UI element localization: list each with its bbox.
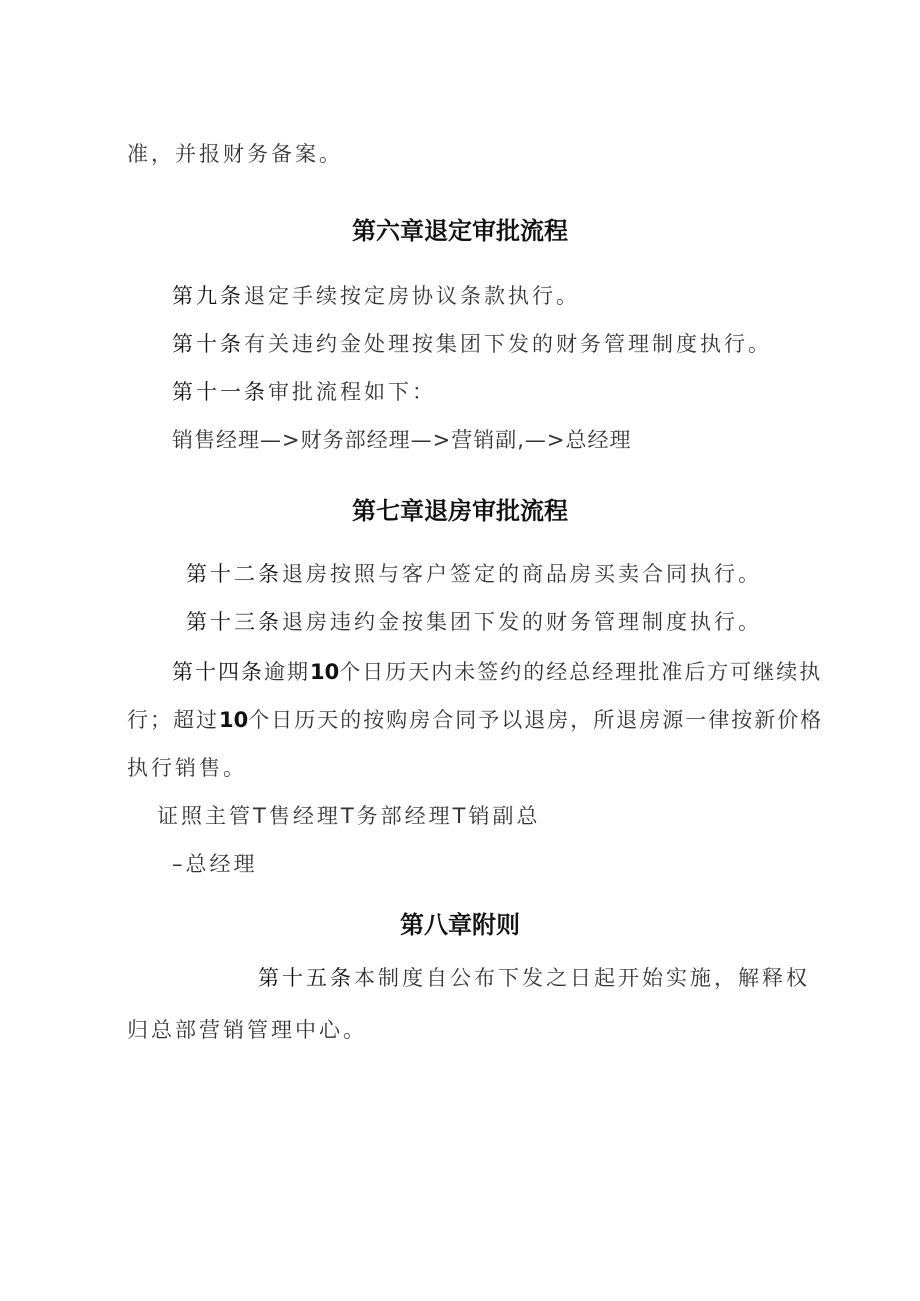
article-number: 第十三条 — [186, 610, 282, 634]
article-number: 第十二条 — [186, 562, 282, 586]
chapter-7-heading: 第七章退房审批流程 — [352, 497, 568, 525]
text-line: 归总部营销管理中心。 — [127, 1018, 367, 1042]
text-line — [127, 140, 343, 168]
article-9 — [172, 282, 580, 310]
article-12 — [186, 560, 762, 588]
article-text: 退房违约金按集团下发的财务管理制度执行。 — [282, 610, 762, 634]
approval-flow-2-end: –总经理 — [172, 852, 258, 876]
article-number: 第十四条 — [172, 660, 264, 684]
article-10 — [172, 330, 772, 358]
article-number: 第九条 — [172, 284, 244, 308]
article-11 — [172, 378, 436, 406]
approval-flow-2: 证照主管T售经理T务部经理T销副总 — [157, 804, 541, 828]
day-count: 10 — [310, 660, 340, 684]
article-text: 个日历天内未签约的经总经理批准后方可继续执 — [339, 660, 823, 684]
article-text: 审批流程如下： — [268, 380, 436, 404]
chapter-8-heading: 第八章附则 — [400, 911, 520, 939]
article-text: 有关违约金处理按集团下发的财务管理制度执行。 — [244, 332, 772, 356]
article-number: 第十条 — [172, 332, 244, 356]
chapter-6-heading: 第六章退定审批流程 — [352, 217, 568, 245]
day-count: 10 — [219, 708, 249, 732]
article-15 — [258, 964, 810, 992]
text-line: 执行销售。 — [127, 756, 247, 780]
text-fragment: 准，并报财务备案。 — [127, 142, 343, 166]
approval-flow-1: 销售经理—>财务部经理—>营销副,—>总经理 — [172, 428, 632, 452]
article-text: 退房按照与客户签定的商品房买卖合同执行。 — [282, 562, 762, 586]
article-13 — [186, 608, 762, 636]
article-number: 第十五条 — [258, 966, 354, 990]
article-number: 第十一条 — [172, 380, 268, 404]
text-line — [127, 706, 823, 734]
text-fragment: 个日历天的按购房合同予以退房，所退房源一律按新价格 — [248, 708, 824, 732]
article-text: 本制度自公布下发之日起开始实施，解释权 — [354, 966, 810, 990]
article-14 — [172, 658, 822, 686]
article-text: 逾期 — [264, 660, 310, 684]
article-text: 退定手续按定房协议条款执行。 — [244, 284, 580, 308]
text-fragment: 行；超过 — [127, 708, 219, 732]
